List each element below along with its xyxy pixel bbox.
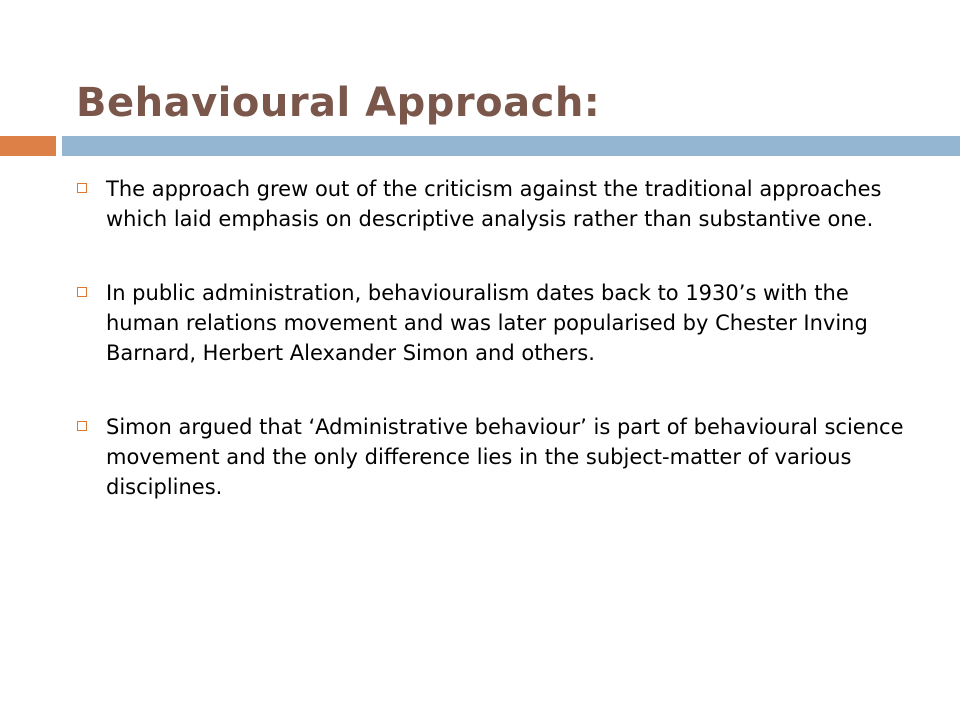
bullet-list bbox=[76, 174, 916, 546]
square-bullet-icon bbox=[77, 183, 87, 193]
bullet-item bbox=[76, 412, 916, 502]
slide-title: Behavioural Approach: bbox=[76, 80, 601, 126]
bullet-item bbox=[76, 174, 916, 234]
bullet-text: In public administration, behaviouralism dates back to 1930’s with the human relations movement and was later popularised by Chester Inving Barnard, Herbert Alexander Simon and others. bbox=[106, 281, 868, 365]
bullet-item bbox=[76, 278, 916, 368]
title-rule-bar bbox=[62, 136, 960, 156]
square-bullet-icon bbox=[77, 421, 87, 431]
bullet-text: The approach grew out of the criticism against the traditional approaches which laid emphasis on descriptive analysis rather than substantive one. bbox=[106, 177, 882, 231]
square-bullet-icon bbox=[77, 287, 87, 297]
title-accent-bar bbox=[0, 136, 56, 156]
bullet-text: Simon argued that ‘Administrative behaviour’ is part of behavioural science movement and the only difference lies in the subject-matter of various disciplines. bbox=[106, 415, 904, 499]
